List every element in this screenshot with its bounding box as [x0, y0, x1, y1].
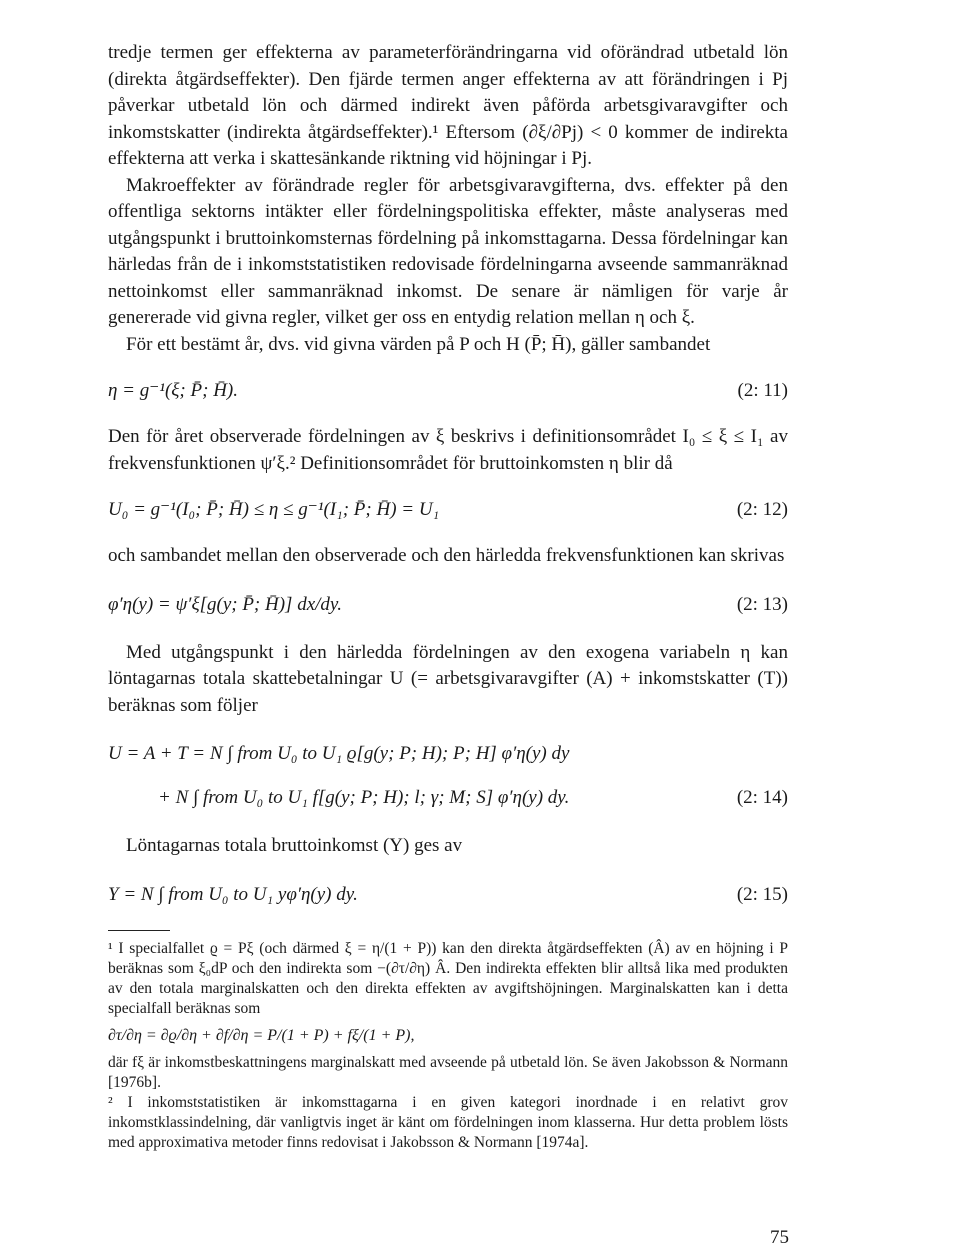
paragraph-5: och sambandet mellan den observerade och den härledda frekvensfunktionen kan skrivas [108, 545, 785, 566]
equation-2-14 [108, 739, 788, 813]
equation-2-15-body: Y = N ∫ from U₀ to U₁ yφ′η(y) dy. [108, 883, 358, 905]
paragraph-1: tredje termen ger effekterna av parameterförändringarna vid oförändrad utbetald lön (direkta åtgärdseffekter). Den fjärde termen anger effekterna av att förändringen i Pj påverkar utbetald lön och därmed indirekt även påförda arbetsgivaravgifter och inkomstskatter (indirekta åtgärdseffekter).¹ Eftersom (∂ξ/∂Pj) < 0 kommer de indirekta effekterna att verka i skattesänkande riktning vid höjningar i Pj. [108, 42, 788, 169]
equation-2-15 [108, 880, 788, 910]
equation-2-11-number: (2: 11) [737, 380, 788, 401]
footnote-rule [108, 930, 170, 931]
equation-2-12-number: (2: 12) [736, 499, 788, 520]
paragraph-2: Makroeffekter av förändrade regler för arbetsgivaravgifterna, dvs. effekter på den offentliga sektorns intäkter eller fördelningspolitiska effekter, måste analyseras med utgångspunkt i bruttoinkomsternas fördelning på inkomsttagarna. Dessa fördelningar kan härledas från de i inkomststatistiken redovisade fördelningarna avseende sammanräknad nettoinkomst eller sammanräknad inkomst. De senare är nämligen för varje år genererade vid givna regler, vilket ger oss en entydig relation mellan η och ξ. [108, 174, 788, 328]
page-number: 75 [770, 1227, 789, 1248]
page-body [108, 40, 788, 1153]
footnote-1-equation: ∂τ/∂η = ∂ϱ/∂η + ∂f/∂η = P/(1 + P) + fξ/(1 + P), [108, 1026, 415, 1044]
equation-2-14-number: (2: 14) [736, 787, 788, 808]
footnote-1: ¹ I specialfallet ϱ = Pξ (och därmed ξ = η/(1 + P)) kan den direkta åtgärdseffekten (Â) av en höjning i P beräknas som ξ₀dP och den indirekta som −(∂τ/∂η) Â. Den indirekta effekten blir alltså lika med produkten av den totala marginalskatten och den direkta effekten av avgiftshöjningen. Marginalskatten kan i detta specialfall beräknas som [108, 939, 788, 1017]
equation-2-14-line-1: U = A + T = N ∫ from U₀ to U₁ ϱ[g(y; P; H); P; H] φ′η(y) dy [108, 743, 570, 764]
equation-2-13 [108, 590, 788, 620]
equation-2-15-number: (2: 15) [736, 883, 788, 905]
footnote-2: ² I inkomststatistiken är inkomsttagarna i en given kategori inordnade i en relativt grov inkomstklassindelning, där vanligtvis inget är känt om fördelningen inom klasserna. Hur detta problem lösts med approximativa metoder finns redovisat i Jakobsson & Normann [1974a]. [108, 1093, 788, 1151]
paragraph-6: Med utgångspunkt i den härledda fördelningen av den exogena variabeln η kan löntagarnas totala skattebetalningar U (= arbetsgivaravgifter (A) + inkomstskatter (T)) beräknas som följer [108, 641, 788, 716]
equation-2-13-number: (2: 13) [736, 593, 788, 615]
equation-2-14-line-2: + N ∫ from U₀ to U₁ f[g(y; P; H); l; γ; M; S] φ′η(y) dy. [158, 787, 570, 808]
footnote-1-continued: där fξ är inkomstbeskattningens marginalskatt med avseende på utbetald lön. Se även Jakobsson & Normann [1976b]. [108, 1053, 788, 1091]
paragraph-7: Löntagarnas totala bruttoinkomst (Y) ges av [126, 835, 463, 856]
equation-2-12 [108, 497, 788, 523]
paragraph-4: Den för året observerade fördelningen av ξ beskrivs i definitionsområdet I₀ ≤ ξ ≤ I₁ av frekvensfunktionen ψ′ξ.² Definitionsområdet för bruttoinkomsten η blir då [108, 426, 788, 474]
equation-2-12-body: U₀ = g⁻¹(I₀; P̄; H̄) ≤ η ≤ g⁻¹(I₁; P̄; H̄) = U₁ [108, 499, 440, 520]
equation-2-11 [108, 378, 788, 404]
equation-2-11-body: η = g⁻¹(ξ; P̄; H̄). [108, 380, 238, 401]
equation-2-13-body: φ′η(y) = ψ′ξ[g(y; P̄; H̄)] dx/dy. [108, 593, 343, 615]
paragraph-3: För ett bestämt år, dvs. vid givna värden på P och H (P̄; H̄), gäller sambandet [126, 333, 711, 355]
